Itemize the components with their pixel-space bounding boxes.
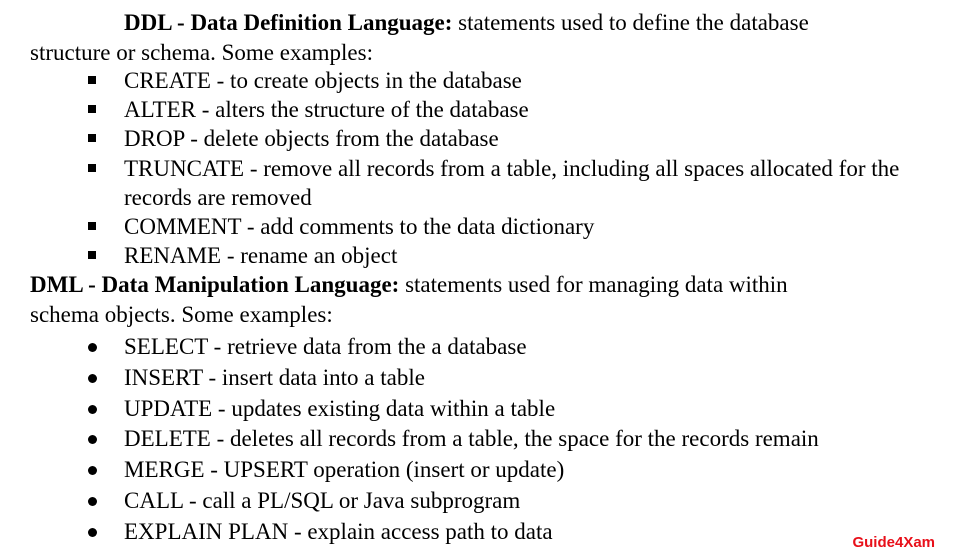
round-bullet-icon [88, 435, 97, 444]
list-item-text: INSERT - insert data into a table [124, 364, 425, 390]
list-item-text: TRUNCATE - remove all records from a table, including all spaces allocated for the records are removed [124, 155, 900, 210]
square-bullet-icon [88, 76, 96, 84]
ddl-intro-continuation: structure or schema. Some examples: [30, 39, 373, 65]
list-item [0, 394, 955, 425]
dml-intro-text: statements used for managing data within [399, 272, 788, 297]
list-item-text: ALTER - alters the structure of the database [124, 97, 529, 123]
list-item-text: UPDATE - updates existing data within a table [124, 395, 556, 421]
square-bullet-icon [88, 222, 96, 230]
list-item [0, 66, 955, 95]
round-bullet-icon [88, 528, 97, 537]
list-item [0, 95, 955, 124]
square-bullet-icon [88, 134, 96, 142]
round-bullet-icon [88, 343, 97, 352]
ddl-intro-text: statements used to define the database [452, 10, 809, 35]
square-bullet-icon [88, 164, 96, 172]
dml-intro-continuation: schema objects. Some examples: [30, 301, 333, 327]
ddl-intro-line [30, 8, 930, 38]
list-item [0, 241, 955, 270]
square-bullet-icon [88, 251, 96, 259]
list-item [0, 332, 955, 363]
list-item-text: MERGE - UPSERT operation (insert or update) [124, 457, 565, 483]
list-item [0, 363, 955, 394]
list-item-text: CALL - call a PL/SQL or Java subprogram [124, 487, 521, 513]
list-item [0, 124, 955, 153]
list-item-text: DROP - delete objects from the database [124, 126, 499, 152]
list-item-text: RENAME - rename an object [124, 243, 398, 269]
ddl-heading: DDL - Data Definition Language: [124, 10, 453, 35]
round-bullet-icon [88, 497, 97, 506]
round-bullet-icon [88, 374, 97, 383]
dml-heading: DML - Data Manipulation Language: [30, 272, 400, 297]
round-bullet-icon [88, 466, 97, 475]
list-item [0, 212, 955, 241]
list-item-text: SELECT - retrieve data from the a database [124, 334, 527, 359]
square-bullet-icon [88, 105, 96, 113]
list-item [0, 154, 955, 212]
list-item [0, 424, 955, 455]
ddl-intro-paragraph [30, 8, 930, 67]
list-item-text: COMMENT - add comments to the data dictionary [124, 214, 595, 240]
list-item-text: EXPLAIN PLAN - explain access path to data [124, 518, 553, 544]
list-item-text: CREATE - to create objects in the database [124, 68, 522, 93]
ddl-examples-list [0, 66, 955, 270]
list-item [0, 455, 955, 486]
list-item [0, 486, 955, 517]
dml-intro-paragraph [30, 270, 930, 329]
watermark-text: Guide4Xam [852, 534, 935, 551]
dml-intro-line [30, 270, 930, 300]
round-bullet-icon [88, 405, 97, 414]
list-item-text: DELETE - deletes all records from a table, the space for the records remain [124, 426, 819, 452]
dml-examples-list [0, 332, 955, 548]
list-item [0, 517, 955, 548]
